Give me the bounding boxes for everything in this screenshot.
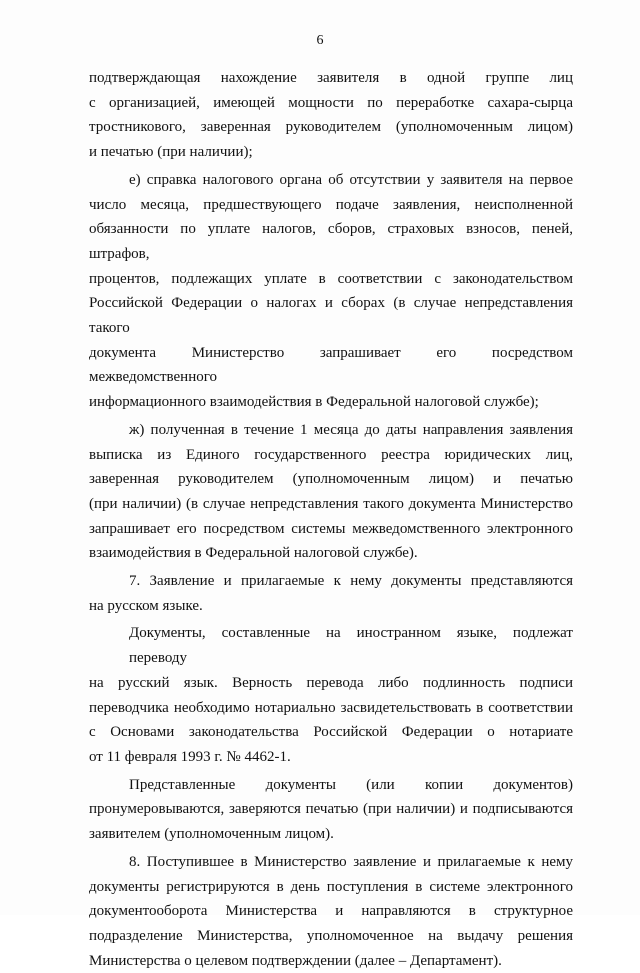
text-line: информационного взаимодействия в Федеральной налоговой службе);: [89, 394, 539, 411]
paragraph-item-e: [89, 168, 573, 415]
paragraph-item-8: [89, 850, 573, 973]
text-line: Представленные документы (или копии документов): [129, 776, 573, 793]
text-line: переводчика необходимо нотариально засвидетельствовать в соответствии: [89, 699, 573, 716]
text-line: число месяца, предшествующего подаче заявления, неисполненной: [89, 196, 573, 213]
paragraph-continuation: [89, 66, 573, 165]
text-line: заверенная руководителем (уполномоченным лицом) и печатью: [89, 471, 573, 488]
text-line: и печатью (при наличии);: [89, 144, 253, 161]
paragraph-submitted-docs: [89, 773, 573, 847]
text-line: с организацией, имеющей мощности по переработке сахара-сырца: [89, 94, 573, 111]
text-line: ж) полученная в течение 1 месяца до даты направления заявления: [129, 421, 573, 438]
text-line: взаимодействия в Федеральной налоговой службе).: [89, 545, 418, 562]
text-line: 7. Заявление и прилагаемые к нему документы представляются: [129, 573, 573, 590]
text-line: процентов, подлежащих уплате в соответствии с законодательством: [89, 270, 573, 287]
document-body: [89, 66, 573, 973]
text-line: заявителем (уполномоченным лицом).: [89, 826, 334, 843]
page-number: 6: [316, 33, 324, 48]
text-line: пронумеровываются, заверяются печатью (при наличии) и подписываются: [89, 801, 573, 818]
text-line: 8. Поступившее в Министерство заявление и прилагаемые к нему: [129, 853, 573, 870]
text-line: (при наличии) (в случае непредставления такого документа Министерство: [89, 495, 573, 512]
text-line: подтверждающая нахождение заявителя в одной группе лиц: [89, 70, 573, 86]
text-line: на русский язык. Верность перевода либо подлинность подписи: [89, 674, 573, 691]
text-line: документы регистрируются в день поступления в системе электронного: [89, 878, 573, 895]
text-line: с Основами законодательства Российской Федерации о нотариате: [89, 724, 573, 741]
text-line: документа Министерство запрашивает его посредством межведомственного: [89, 344, 573, 386]
paragraph-item-zh: [89, 418, 573, 566]
text-line: Документы, составленные на иностранном языке, подлежат переводу: [129, 625, 573, 667]
paragraph-foreign-docs: [89, 621, 573, 769]
text-line: на русском языке.: [89, 597, 203, 614]
paragraph-item-7: [89, 569, 573, 618]
text-line: от 11 февраля 1993 г. № 4462-1.: [89, 748, 291, 765]
text-line: подразделение Министерства, уполномоченное на выдачу решения: [89, 927, 573, 944]
text-line: Российской Федерации о налогах и сборах (в случае непредставления такого: [89, 295, 573, 337]
text-line: Министерства о целевом подтверждении (далее – Департамент).: [89, 952, 502, 969]
text-line: тростникового, заверенная руководителем (уполномоченным лицом): [89, 119, 573, 136]
text-line: запрашивает его посредством системы межведомственного электронного: [89, 520, 573, 537]
text-line: выписка из Единого государственного реестра юридических лиц,: [89, 446, 573, 463]
text-line: обязанности по уплате налогов, сборов, страховых взносов, пеней, штрафов,: [89, 221, 573, 262]
text-line: е) справка налогового органа об отсутствии у заявителя на первое: [129, 171, 573, 188]
text-line: документооборота Министерства и направляются в структурное: [89, 903, 573, 920]
